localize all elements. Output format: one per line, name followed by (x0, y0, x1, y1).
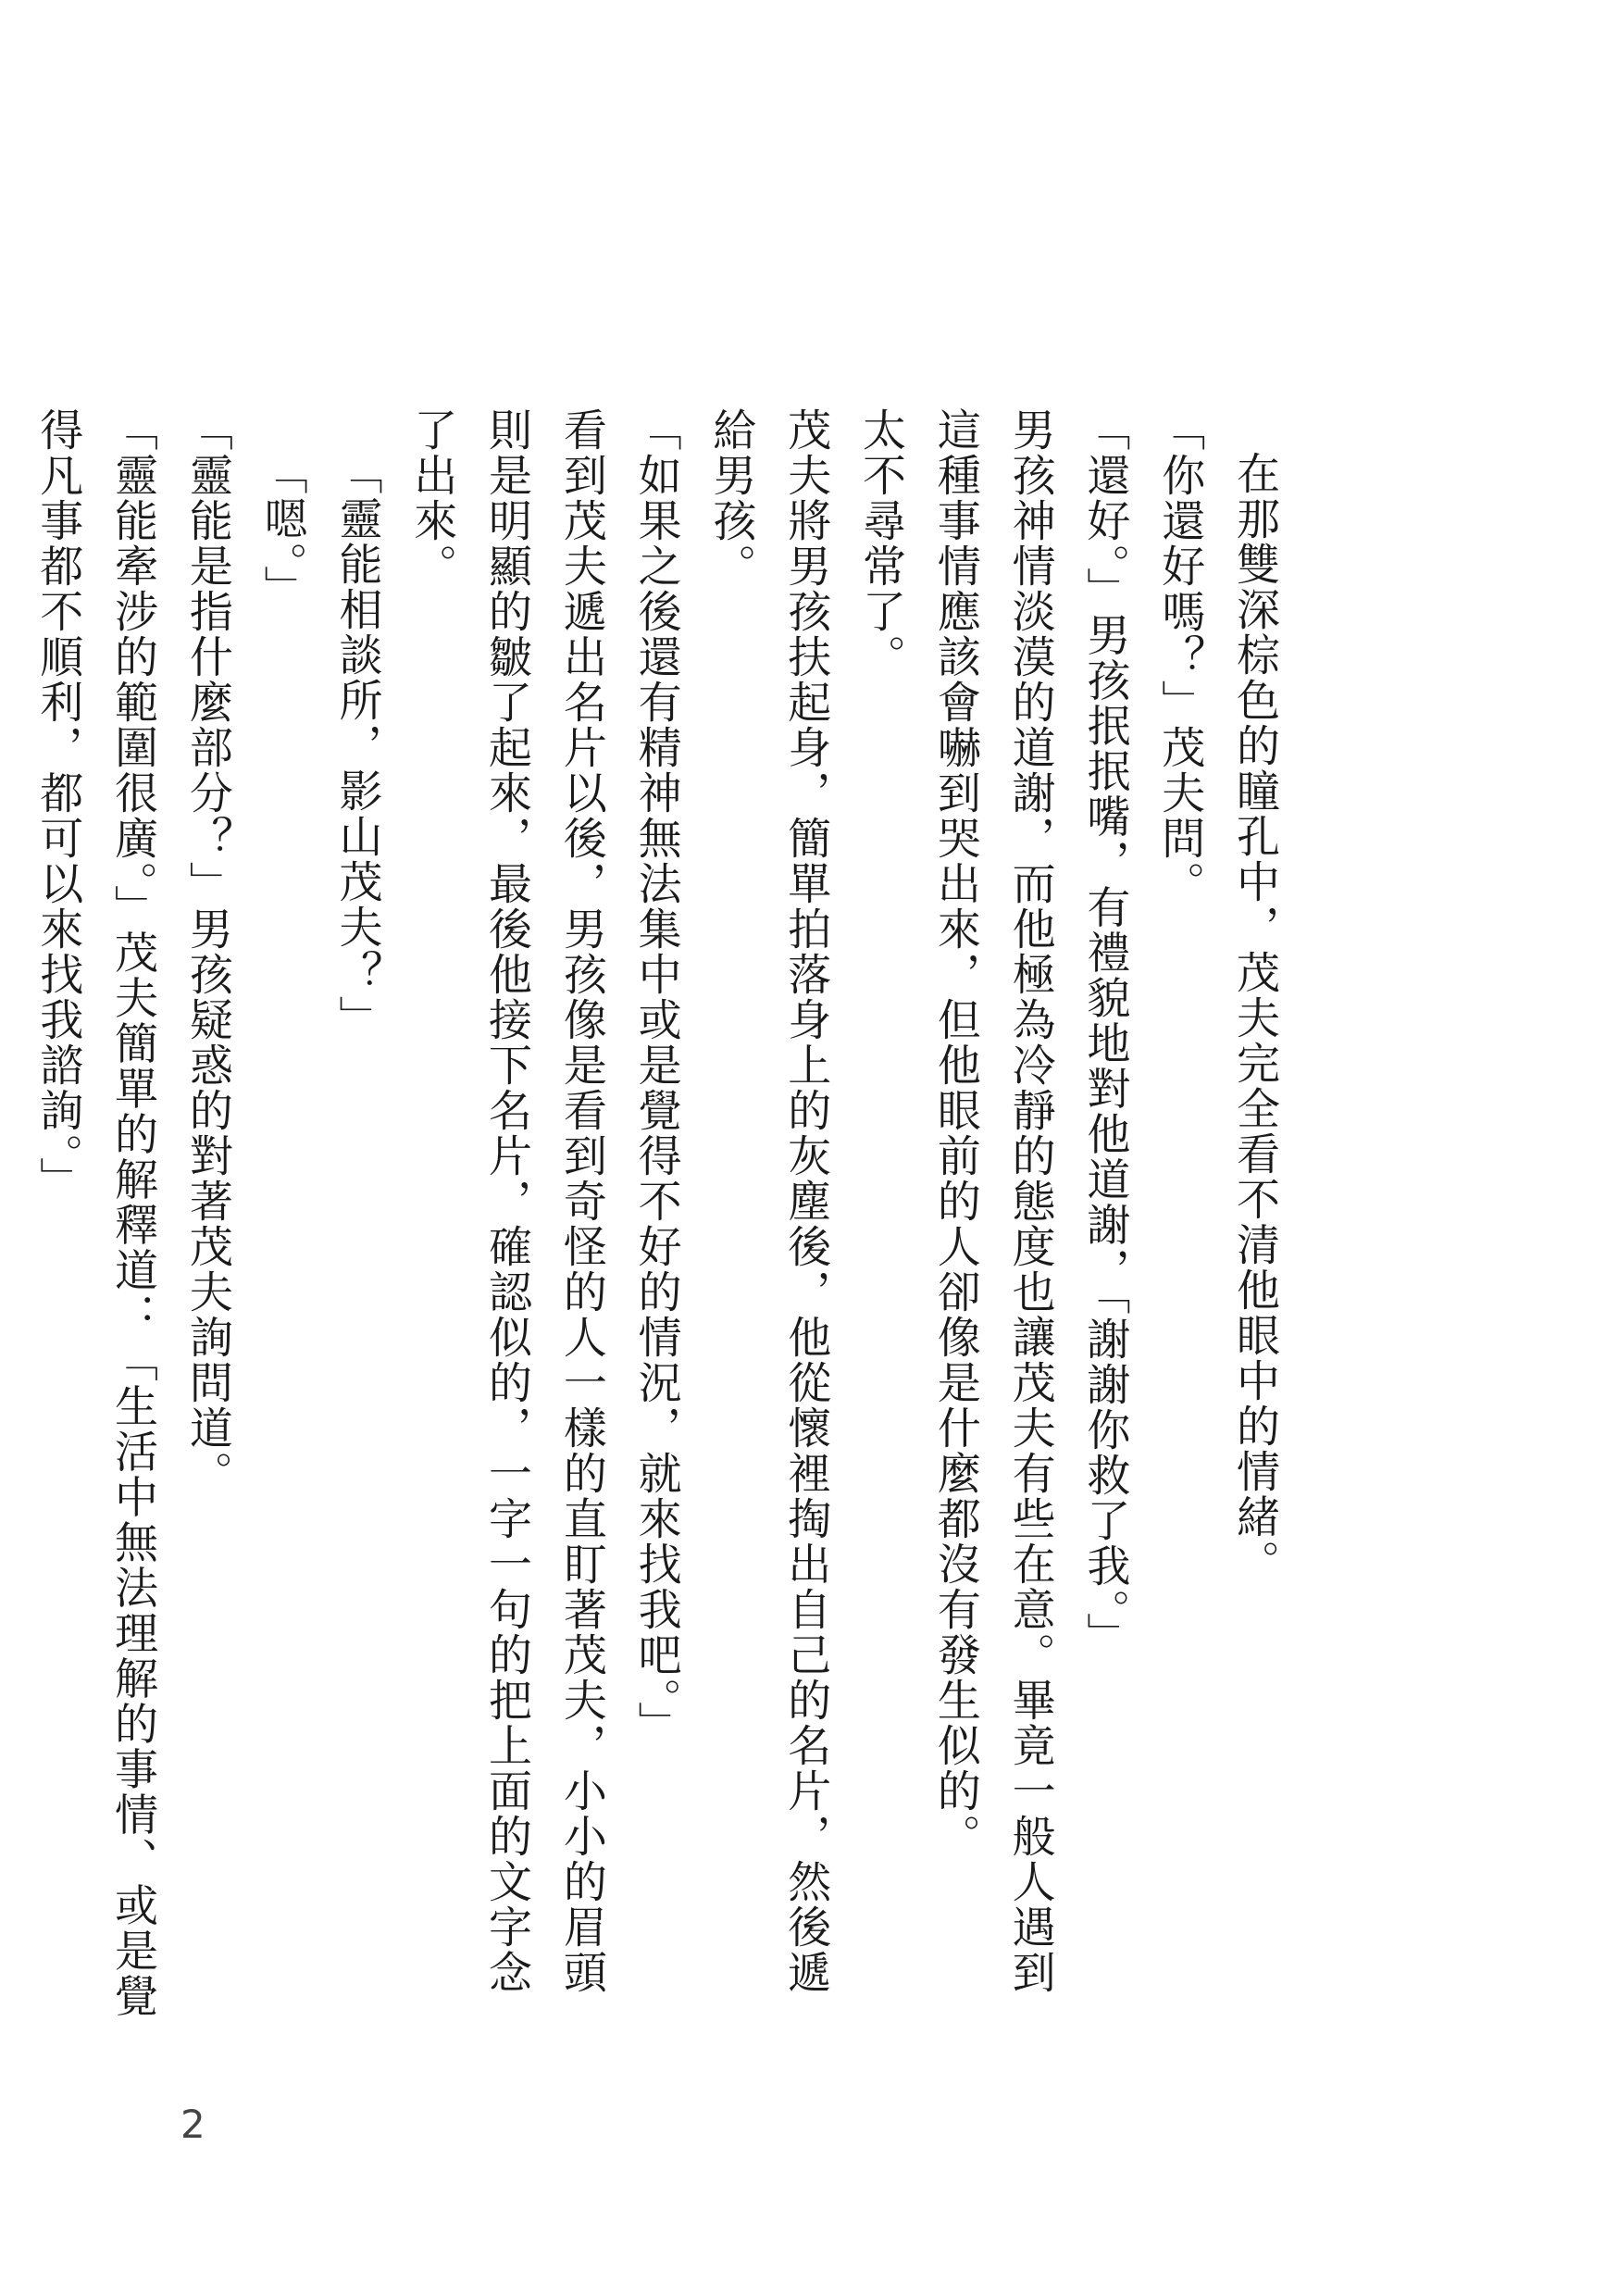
paragraph-1: 在那雙深棕色的瞳孔中，茂夫完全看不清他眼中的情緒。 (1229, 451, 1280, 1585)
paragraph-6: 茂夫將男孩扶起身，簡單拍落身上的灰塵後，他從懷裡掏出自己的名片，然後遞給男孩。 (705, 407, 832, 1995)
paragraph-11: 「靈能是指什麼部分？」男孩疑惑的對著茂夫詢問道。 (181, 407, 233, 1496)
paragraph-3: 「還好。」男孩抿抿嘴，有禮貌地對他道謝，「謝謝你救了我。」 (1079, 407, 1131, 1658)
paragraph-2: 「你還好嗎？」茂夫問。 (1154, 407, 1206, 906)
paragraph-9: 「靈能相談所，影山茂夫？」 (331, 451, 383, 1041)
paragraph-8: 看到茂夫遞出名片以後，男孩像是看到奇怪的人一樣的直盯著茂夫，小小的眉頭則是明顯的皺了起來，最後他接下名片，確認似的，一字一句的把上面的文字念了出來。 (406, 407, 607, 1995)
paragraph-12: 「靈能牽涉的範圍很廣。」茂夫簡單的解釋道：「生活中無法理解的事情、或是覺得凡事都不順利，都可以來找我諮詢。」 (32, 407, 159, 2019)
paragraph-10: 「嗯。」 (256, 451, 308, 611)
vertical-text-body (32, 407, 1291, 2037)
paragraph-7: 「如果之後還有精神無法集中或是覺得不好的情況，就來找我吧。」 (630, 407, 682, 1747)
paragraph-4: 男孩神情淡漠的道謝，而他極為冷靜的態度也讓茂夫有些在意。畢竟一般人遇到這種事情應該會嚇到哭出來，但他眼前的人卻像是什麼都沒有發生似的。 (929, 407, 1056, 1995)
page-number: 2 (180, 2102, 205, 2147)
paragraph-5: 太不尋常了。 (855, 407, 907, 680)
